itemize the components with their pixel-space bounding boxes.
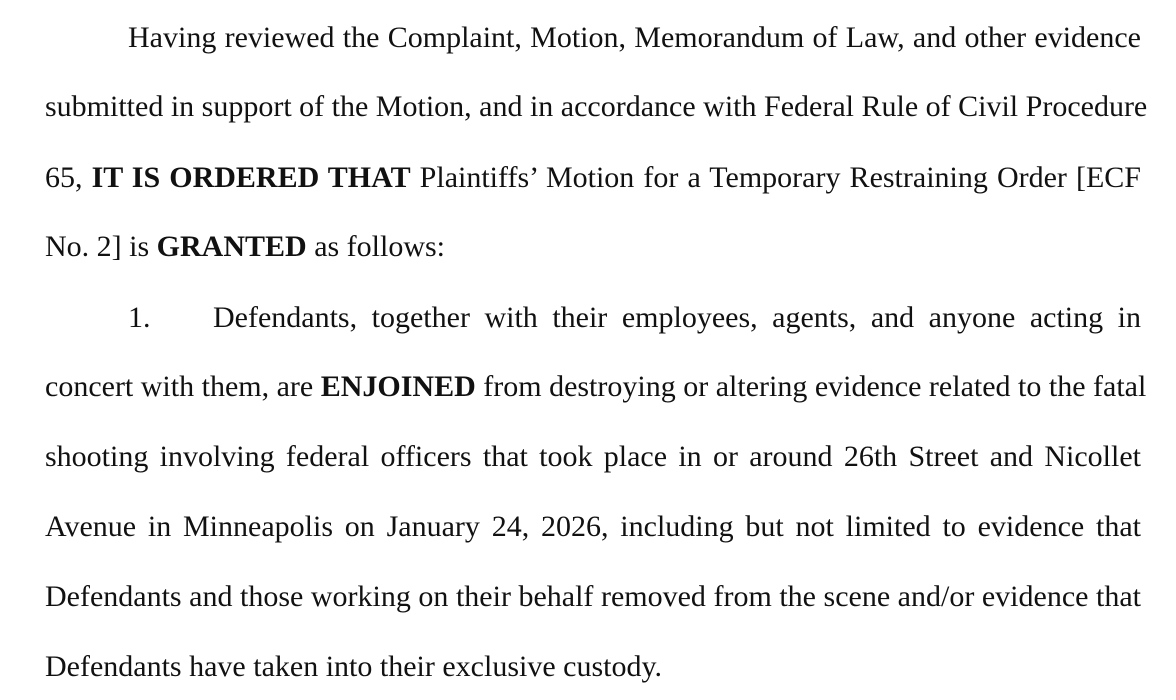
paragraph-1-line-2: [45, 89, 1148, 125]
paragraph-2-line-1-text: Defendants, together with their employees, agents, and anyone acting in: [213, 301, 1141, 334]
paragraph-2-line-3-text: shooting involving federal officers that took place in or around 26th Street and Nicollet: [45, 440, 1141, 473]
paragraph-2-number: 1.: [128, 301, 151, 334]
ordered-emphasis: IT IS ORDERED THAT: [91, 161, 411, 194]
paragraph-2-line-4-text: Avenue in Minneapolis on January 24, 2026, including but not limited to evidence that: [45, 510, 1141, 543]
paragraph-2-line-6: [45, 649, 1141, 685]
paragraph-2-line-3: [45, 439, 1141, 475]
paragraph-2-line-2-end: from destroying or altering evidence related to the fatal: [475, 370, 1147, 403]
paragraph-2-line-4: [45, 509, 1141, 545]
paragraph-1-line-4-end: as follows:: [306, 230, 446, 263]
paragraph-1-line-2-text: submitted in support of the Motion, and in accordance with Federal Rule of Civil Procedure: [45, 90, 1148, 123]
paragraph-2-line-5: [45, 579, 1141, 615]
paragraph-1-line-1-text: Having reviewed the Complaint, Motion, Memorandum of Law, and other evidence: [128, 21, 1141, 54]
paragraph-1-line-3-start: 65,: [45, 161, 92, 194]
paragraph-1-line-1: [128, 20, 1141, 56]
paragraph-2-line-6-text: Defendants have taken into their exclusive custody.: [45, 650, 663, 683]
paragraph-1-line-4: [45, 229, 1141, 265]
paragraph-2-line-1: [213, 300, 1141, 336]
paragraph-2-line-5-text: Defendants and those working on their behalf removed from the scene and/or evidence that: [45, 580, 1141, 613]
enjoined-emphasis: ENJOINED: [320, 370, 476, 403]
granted-emphasis: GRANTED: [156, 230, 307, 263]
paragraph-1-line-3-end: Plaintiffs’ Motion for a Temporary Restraining Order [ECF: [410, 161, 1141, 194]
paragraph-2-line-2: [45, 369, 1147, 405]
paragraph-1-line-4-start: No. 2] is: [45, 230, 157, 263]
paragraph-2-line-2-start: concert with them, are: [45, 370, 321, 403]
paragraph-1-line-3: [45, 160, 1141, 196]
